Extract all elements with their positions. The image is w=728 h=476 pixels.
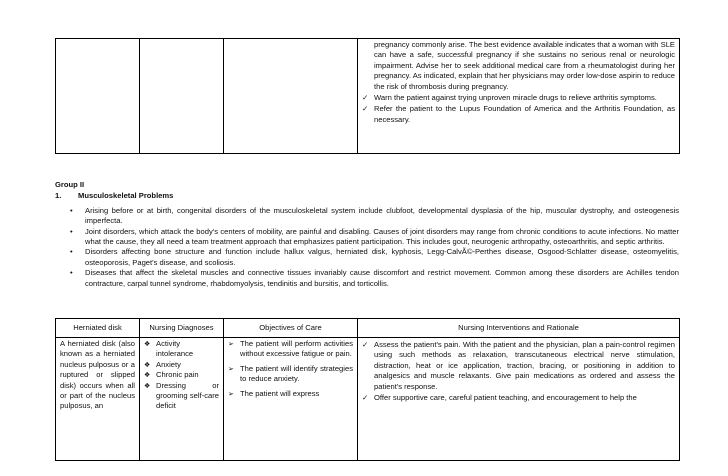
interventions-cell	[358, 39, 680, 154]
table-row	[56, 338, 680, 461]
list-item: • Arising before or at birth, congenital disorders of the musculoskeletal system include clubfoot, developmental dysplasia of the hip, muscular dystrophy, and osteogenesis imperfecta.	[55, 206, 679, 227]
list-item: • Joint disorders, which attack the body's centers of mobility, are painful and disabling. Causes of joint disorders may range from chronic conditions to acute infections. No matter what the cause, they all need a team treatment approach that emphasizes patient participation. This includes gout, neurogenic arthropathy, osteoarthritis, and septic arthritis.	[55, 227, 679, 248]
bullet-list	[55, 206, 679, 289]
previous-care-table	[55, 38, 680, 154]
herniated-disk-care-table	[55, 318, 680, 461]
table-row	[56, 39, 680, 154]
diagnoses-cell	[140, 338, 224, 461]
list-item: ➢ The patient will express	[228, 389, 353, 399]
section-title: Musculoskeletal Problems	[78, 191, 174, 201]
list-item: ❖ Activity intolerance	[144, 339, 219, 360]
table-header-row	[56, 319, 680, 338]
list-item: ➢ The patient will identify strategies to reduce anxiety.	[228, 364, 353, 385]
column-header: Nursing Interventions and Rationale	[358, 319, 680, 338]
interventions-list	[362, 340, 675, 403]
list-item: ✓ Refer the patient to the Lupus Foundation of America and the Arthritis Foundation, as necessary.	[362, 104, 675, 125]
interventions-cell	[358, 338, 680, 461]
list-item: ❖ Chronic pain	[144, 370, 219, 380]
empty-cell	[56, 39, 140, 154]
objectives-cell	[224, 338, 358, 461]
empty-cell	[140, 39, 224, 154]
list-item: ➢ The patient will perform activities without excessive fatigue or pain.	[228, 339, 353, 360]
list-item: ❖ Anxiety	[144, 360, 219, 370]
list-item: ✓ Offer supportive care, careful patient teaching, and encouragement to help the	[362, 393, 675, 403]
diagnoses-list	[144, 339, 219, 412]
objectives-list	[228, 339, 353, 399]
section-number: 1.	[55, 191, 62, 201]
checklist	[362, 93, 675, 125]
group-section	[55, 180, 679, 289]
list-item: • Disorders affecting bone structure and function include hallux valgus, herniated disk, kyphosis, Legg-CalvÃ©-Perthes disease, Osgood-Schlatter disease, osteomyelitis, osteoporosis, Paget's disease, and scoliosis.	[55, 247, 679, 268]
column-header: Objectives of Care	[224, 319, 358, 338]
group-title: Group II	[55, 180, 85, 189]
empty-cell	[224, 39, 358, 154]
description-cell: A herniated disk (also known as a herniated nucleus pulposus or a ruptured or slipped disk) occurs when all or part of the nucleus pulposus, an	[56, 338, 140, 461]
column-header: Herniated disk	[56, 319, 140, 338]
list-item: ✓ Warn the patient against trying unproven miracle drugs to relieve arthritis symptoms.	[362, 93, 675, 103]
section-heading	[55, 191, 679, 201]
column-header: Nursing Diagnoses	[140, 319, 224, 338]
continued-paragraph: pregnancy commonly arise. The best evidence available indicates that a woman with SLE can have a safe, successful pregnancy if she sustains no serious renal or neurologic impairment. Advise her to seek additional medical care from a rheumatologist during her pregnancy. As indicated, explain that her physicians may order low-dose aspirin to reduce the risk of thrombosis during pregnancy.	[374, 40, 675, 91]
list-item: • Diseases that affect the skeletal muscles and connective tissues invariably cause discomfort and restrict movement. Common among these disorders are Achilles tendon contracture, carpal tunnel syndrome, rhabdomyolysis, tendinitis and bursitis, and torticollis.	[55, 268, 679, 289]
list-item: ❖ Dressing or grooming self-care deficit	[144, 381, 219, 412]
list-item: ✓ Assess the patient's pain. With the patient and the physician, plan a pain-control regimen using such methods as relaxation, transcutaneous electrical nerve stimulation, distraction, heat or ice application, traction, bracing, or positioning in addition to analgesics and muscle relaxants. Give pain medications as ordered and assess the patient's response.	[362, 340, 675, 392]
